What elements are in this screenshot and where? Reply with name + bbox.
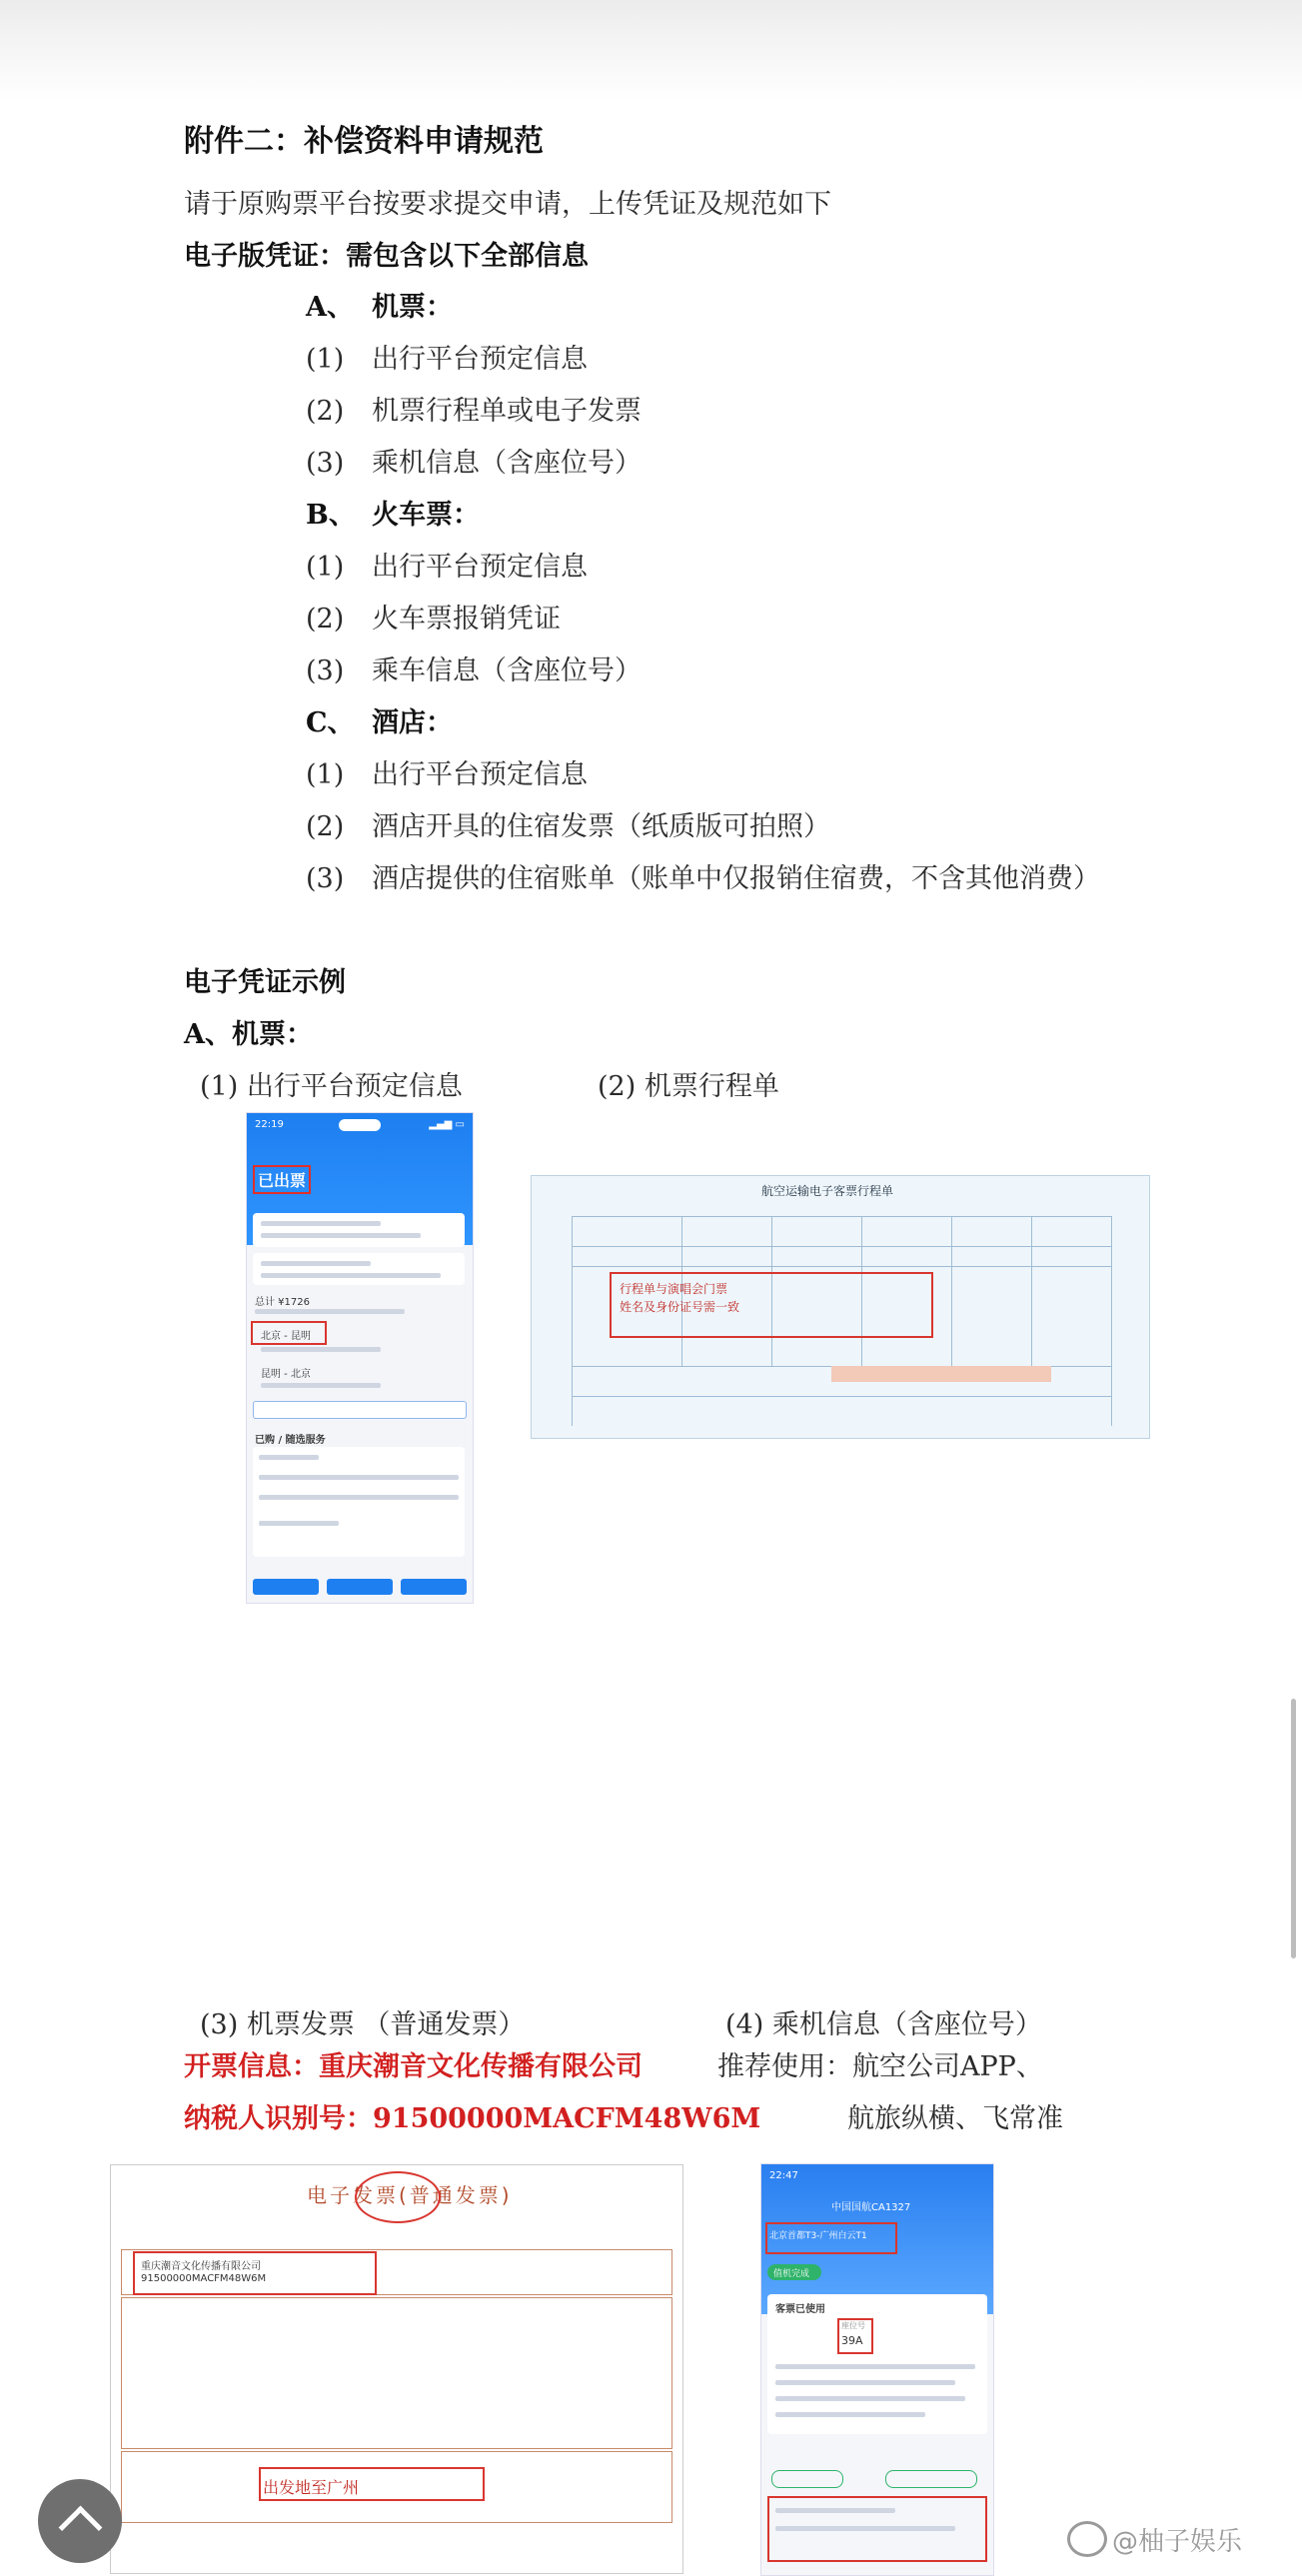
buyer-name: 重庆潮音文化传播有限公司 [141, 2261, 261, 2272]
section-c-letter: C、 [306, 707, 355, 738]
invoice-info-company: 开票信息：重庆潮音文化传播有限公司 [184, 2051, 643, 2082]
section-a-heading [306, 291, 453, 325]
flight-route: 北京首都T3-广州白云T1 [769, 2231, 867, 2241]
list-item-number: (1) [306, 552, 345, 583]
status-time: 22:47 [769, 2170, 798, 2181]
chevron-up-icon [59, 2506, 103, 2550]
section-a-letter: A、 [306, 292, 354, 323]
list-item-text: 机票行程单或电子发票 [372, 396, 642, 427]
list-item [306, 810, 830, 844]
section-a-title: 机票： [372, 292, 453, 323]
list-item-text: 酒店开具的住宿发票（纸质版可拍照） [372, 811, 830, 842]
airline-flight: 中国国航CA1327 [831, 2202, 911, 2213]
list-item-number: (3) [306, 448, 345, 479]
list-item [306, 343, 588, 377]
scrollbar[interactable] [1291, 1699, 1296, 1958]
view-button[interactable] [253, 1401, 467, 1419]
caption-invoice: (3) 机票发票 （普通发票） [200, 2009, 526, 2040]
list-item-text: 出行平台预定信息 [372, 759, 588, 790]
booking-screenshot [246, 1112, 474, 1604]
list-item [306, 551, 588, 585]
list-item-text: 火车票报销凭证 [372, 604, 561, 635]
list-item [306, 395, 642, 429]
total-price: 总计 ¥1726 [255, 1297, 310, 1308]
section-b-letter: B、 [306, 500, 356, 531]
route-return: 昆明 - 北京 [261, 1369, 311, 1380]
signal-icon: ▂▄▆ ▭ [429, 1119, 465, 1130]
booking-card [253, 1213, 465, 1247]
action-button[interactable] [885, 2470, 977, 2488]
list-item-text: 出行平台预定信息 [372, 552, 588, 583]
booking-card [253, 1253, 465, 1285]
list-item-number: (1) [306, 759, 345, 790]
list-item-text: 酒店提供的住宿账单（账单中仅报销住宿费，不含其他消费） [372, 863, 1100, 894]
section-b-heading [306, 499, 480, 533]
list-item [306, 758, 588, 792]
fare-band [831, 1366, 1051, 1382]
buyer-tax-id: 91500000MACFM48W6M [141, 2273, 267, 2284]
boarding-screenshot [760, 2163, 994, 2576]
itinerary-note: 行程单与演唱会门票 姓名及身份证号需一致 [620, 1282, 740, 1314]
list-item [306, 603, 561, 637]
ticket-card [767, 2294, 987, 2434]
itinerary-title: 航空运输电子客票行程单 [761, 1184, 894, 1198]
caption-itinerary: (2) 机票行程单 [598, 1071, 779, 1102]
intro-text: 请于原购票平台按要求提交申请，上传凭证及规范如下 [184, 189, 831, 220]
action-button[interactable] [401, 1579, 467, 1595]
services-heading: 已购 / 随选服务 [255, 1435, 326, 1446]
scroll-top-button[interactable] [38, 2479, 122, 2563]
recommend-line1: 推荐使用：航空公司APP、 [717, 2051, 1043, 2082]
order-status: 已出票 [253, 1165, 311, 1194]
list-item-number: (3) [306, 655, 345, 686]
page-title: 附件二：补偿资料申请规范 [184, 124, 544, 159]
list-item-text: 乘车信息（含座位号） [372, 655, 642, 686]
section-b-title: 火车票： [372, 500, 480, 531]
invoice-note: 出发地至广州 [263, 2478, 360, 2497]
action-button[interactable] [327, 1579, 393, 1595]
invoice-seal-highlight [355, 2171, 441, 2223]
top-shade [0, 0, 1302, 100]
section-c-heading [306, 706, 453, 740]
list-item [306, 862, 1100, 896]
requirement-title: 电子版凭证：需包含以下全部信息 [184, 241, 589, 272]
invoice-screenshot [110, 2164, 683, 2574]
flight-header [761, 2164, 993, 2314]
invoice-title: 电子发票(普通发票) [307, 2183, 513, 2207]
recommend-line2: 航旅纵横、飞常准 [847, 2103, 1063, 2134]
app-logo [339, 1119, 381, 1131]
list-item-number: (3) [306, 863, 345, 894]
caption-boarding: (4) 乘机信息（含座位号） [725, 2009, 1042, 2040]
seat-label: 座位号 [841, 2321, 865, 2330]
seat-number: 39A [841, 2334, 863, 2347]
list-item [306, 447, 642, 481]
list-item-text: 出行平台预定信息 [372, 344, 588, 375]
checkin-badge-label: 值机完成 [773, 2269, 810, 2279]
list-item-number: (2) [306, 604, 345, 635]
example-title: 电子凭证示例 [184, 967, 346, 998]
ticket-status: 客票已使用 [775, 2304, 825, 2315]
list-item-number: (2) [306, 396, 345, 427]
example-subtitle: A、机票： [184, 1019, 313, 1050]
services-card [253, 1447, 465, 1557]
highlight-box [251, 1321, 327, 1345]
items-table [121, 2297, 672, 2449]
status-time: 22:19 [255, 1119, 284, 1130]
list-item [306, 654, 642, 688]
section-c-title: 酒店： [372, 707, 453, 738]
weibo-logo-icon [1067, 2521, 1107, 2557]
caption-booking: (1) 出行平台预定信息 [200, 1071, 463, 1102]
action-button[interactable] [253, 1579, 319, 1595]
invoice-info-taxid: 纳税人识别号：91500000MACFM48W6M [184, 2103, 761, 2134]
list-item-number: (2) [306, 811, 345, 842]
watermark: @柚子娱乐 [1112, 2527, 1243, 2557]
list-item-text: 乘机信息（含座位号） [372, 448, 642, 479]
list-item-number: (1) [306, 344, 345, 375]
route-outbound: 北京 - 昆明 [261, 1331, 311, 1342]
itinerary-screenshot [531, 1175, 1150, 1439]
action-button[interactable] [771, 2470, 843, 2488]
